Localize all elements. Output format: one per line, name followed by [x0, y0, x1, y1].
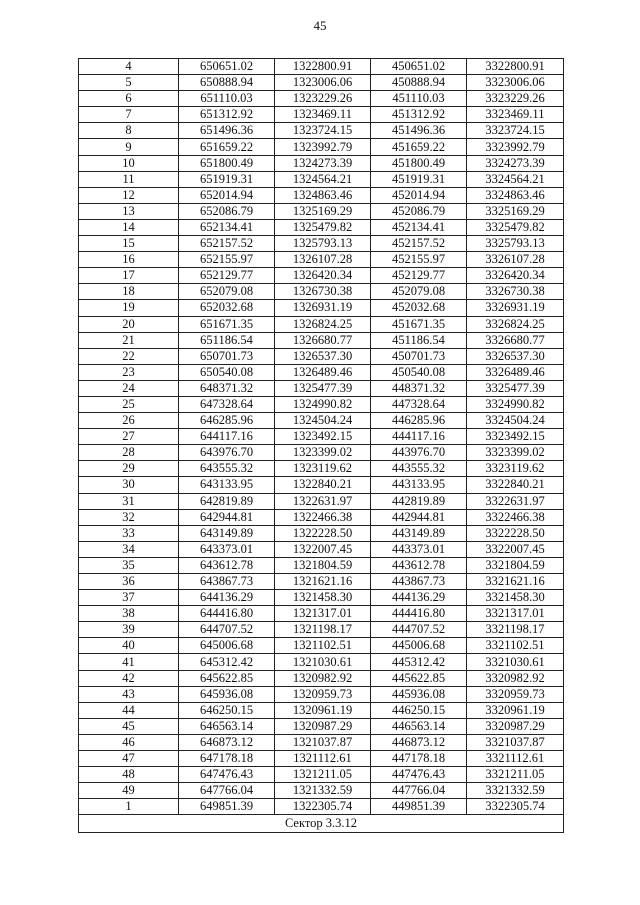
point-number-cell: 17 — [79, 268, 179, 284]
y-coordinate-cell: 1323992.79 — [275, 139, 371, 155]
y-coordinate-cell: 1320987.29 — [275, 718, 371, 734]
y-coordinate-cell: 1323119.62 — [275, 461, 371, 477]
point-number-cell: 26 — [79, 413, 179, 429]
x-coordinate-cell: 651110.03 — [179, 91, 275, 107]
x-coordinate-cell: 643867.73 — [179, 574, 275, 590]
y-local-coordinate-cell: 3321211.05 — [467, 767, 564, 783]
y-local-coordinate-cell: 3326824.25 — [467, 316, 564, 332]
y-local-coordinate-cell: 3326420.34 — [467, 268, 564, 284]
point-number-cell: 27 — [79, 429, 179, 445]
y-coordinate-cell: 1322228.50 — [275, 525, 371, 541]
y-local-coordinate-cell: 3323006.06 — [467, 75, 564, 91]
x-local-coordinate-cell: 443976.70 — [371, 445, 467, 461]
y-coordinate-cell: 1326420.34 — [275, 268, 371, 284]
table-row — [79, 541, 564, 557]
point-number-cell: 31 — [79, 493, 179, 509]
x-local-coordinate-cell: 452134.41 — [371, 219, 467, 235]
table-row — [79, 252, 564, 268]
x-coordinate-cell: 651671.35 — [179, 316, 275, 332]
y-local-coordinate-cell: 3323119.62 — [467, 461, 564, 477]
x-local-coordinate-cell: 452129.77 — [371, 268, 467, 284]
point-number-cell: 43 — [79, 686, 179, 702]
x-coordinate-cell: 651186.54 — [179, 332, 275, 348]
point-number-cell: 37 — [79, 590, 179, 606]
point-number-cell: 41 — [79, 654, 179, 670]
table-row — [79, 654, 564, 670]
y-coordinate-cell: 1326824.25 — [275, 316, 371, 332]
point-number-cell: 23 — [79, 364, 179, 380]
y-local-coordinate-cell: 3321458.30 — [467, 590, 564, 606]
point-number-cell: 28 — [79, 445, 179, 461]
point-number-cell: 45 — [79, 718, 179, 734]
table-row — [79, 686, 564, 702]
y-local-coordinate-cell: 3326931.19 — [467, 300, 564, 316]
y-coordinate-cell: 1326680.77 — [275, 332, 371, 348]
x-coordinate-cell: 650701.73 — [179, 348, 275, 364]
x-coordinate-cell: 652086.79 — [179, 203, 275, 219]
y-local-coordinate-cell: 3323492.15 — [467, 429, 564, 445]
coordinates-table-container — [78, 58, 563, 833]
y-local-coordinate-cell: 3325793.13 — [467, 236, 564, 252]
point-number-cell: 47 — [79, 751, 179, 767]
y-coordinate-cell: 1321112.61 — [275, 751, 371, 767]
y-coordinate-cell: 1322305.74 — [275, 799, 371, 815]
point-number-cell: 46 — [79, 734, 179, 750]
y-local-coordinate-cell: 3323399.02 — [467, 445, 564, 461]
y-coordinate-cell: 1322007.45 — [275, 541, 371, 557]
y-local-coordinate-cell: 3321037.87 — [467, 734, 564, 750]
x-local-coordinate-cell: 443133.95 — [371, 477, 467, 493]
x-coordinate-cell: 646563.14 — [179, 718, 275, 734]
point-number-cell: 13 — [79, 203, 179, 219]
y-local-coordinate-cell: 3320987.29 — [467, 718, 564, 734]
x-coordinate-cell: 652014.94 — [179, 187, 275, 203]
point-number-cell: 38 — [79, 606, 179, 622]
x-local-coordinate-cell: 452157.52 — [371, 236, 467, 252]
point-number-cell: 24 — [79, 380, 179, 396]
x-local-coordinate-cell: 451110.03 — [371, 91, 467, 107]
x-local-coordinate-cell: 451312.92 — [371, 107, 467, 123]
table-row — [79, 300, 564, 316]
y-local-coordinate-cell: 3323469.11 — [467, 107, 564, 123]
x-coordinate-cell: 648371.32 — [179, 380, 275, 396]
point-number-cell: 36 — [79, 574, 179, 590]
table-row — [79, 139, 564, 155]
table-row — [79, 702, 564, 718]
x-coordinate-cell: 643612.78 — [179, 557, 275, 573]
x-local-coordinate-cell: 443867.73 — [371, 574, 467, 590]
y-local-coordinate-cell: 3320959.73 — [467, 686, 564, 702]
y-coordinate-cell: 1326537.30 — [275, 348, 371, 364]
y-local-coordinate-cell: 3326489.46 — [467, 364, 564, 380]
y-local-coordinate-cell: 3321102.51 — [467, 638, 564, 654]
y-coordinate-cell: 1321211.05 — [275, 767, 371, 783]
y-coordinate-cell: 1323399.02 — [275, 445, 371, 461]
table-row — [79, 557, 564, 573]
x-coordinate-cell: 651312.92 — [179, 107, 275, 123]
x-coordinate-cell: 645006.68 — [179, 638, 275, 654]
point-number-cell: 19 — [79, 300, 179, 316]
x-local-coordinate-cell: 443612.78 — [371, 557, 467, 573]
table-row — [79, 171, 564, 187]
point-number-cell: 16 — [79, 252, 179, 268]
y-coordinate-cell: 1322466.38 — [275, 509, 371, 525]
y-local-coordinate-cell: 3321317.01 — [467, 606, 564, 622]
point-number-cell: 42 — [79, 670, 179, 686]
x-coordinate-cell: 651496.36 — [179, 123, 275, 139]
x-coordinate-cell: 649851.39 — [179, 799, 275, 815]
y-local-coordinate-cell: 3321804.59 — [467, 557, 564, 573]
point-number-cell: 12 — [79, 187, 179, 203]
point-number-cell: 39 — [79, 622, 179, 638]
x-local-coordinate-cell: 451800.49 — [371, 155, 467, 171]
point-number-cell: 5 — [79, 75, 179, 91]
y-coordinate-cell: 1321332.59 — [275, 783, 371, 799]
table-row — [79, 509, 564, 525]
y-coordinate-cell: 1326931.19 — [275, 300, 371, 316]
y-coordinate-cell: 1323469.11 — [275, 107, 371, 123]
x-local-coordinate-cell: 447328.64 — [371, 396, 467, 412]
table-row — [79, 203, 564, 219]
y-coordinate-cell: 1320959.73 — [275, 686, 371, 702]
y-coordinate-cell: 1323724.15 — [275, 123, 371, 139]
y-coordinate-cell: 1324990.82 — [275, 396, 371, 412]
x-local-coordinate-cell: 445312.42 — [371, 654, 467, 670]
x-coordinate-cell: 644416.80 — [179, 606, 275, 622]
y-coordinate-cell: 1323229.26 — [275, 91, 371, 107]
table-row — [79, 348, 564, 364]
x-coordinate-cell: 651659.22 — [179, 139, 275, 155]
point-number-cell: 6 — [79, 91, 179, 107]
x-local-coordinate-cell: 448371.32 — [371, 380, 467, 396]
y-coordinate-cell: 1321037.87 — [275, 734, 371, 750]
y-local-coordinate-cell: 3323229.26 — [467, 91, 564, 107]
table-row — [79, 75, 564, 91]
x-local-coordinate-cell: 446250.15 — [371, 702, 467, 718]
table-row — [79, 59, 564, 75]
y-local-coordinate-cell: 3326680.77 — [467, 332, 564, 348]
point-number-cell: 34 — [79, 541, 179, 557]
table-row — [79, 574, 564, 590]
y-coordinate-cell: 1322631.97 — [275, 493, 371, 509]
x-local-coordinate-cell: 443555.32 — [371, 461, 467, 477]
x-local-coordinate-cell: 452032.68 — [371, 300, 467, 316]
y-coordinate-cell: 1324273.39 — [275, 155, 371, 171]
x-local-coordinate-cell: 447476.43 — [371, 767, 467, 783]
x-coordinate-cell: 643555.32 — [179, 461, 275, 477]
x-coordinate-cell: 642944.81 — [179, 509, 275, 525]
y-local-coordinate-cell: 3324504.24 — [467, 413, 564, 429]
x-local-coordinate-cell: 451659.22 — [371, 139, 467, 155]
table-row — [79, 380, 564, 396]
x-coordinate-cell: 645936.08 — [179, 686, 275, 702]
y-coordinate-cell: 1324504.24 — [275, 413, 371, 429]
section-caption: Сектор 3.3.12 — [79, 815, 564, 833]
y-coordinate-cell: 1326107.28 — [275, 252, 371, 268]
point-number-cell: 11 — [79, 171, 179, 187]
point-number-cell: 44 — [79, 702, 179, 718]
x-local-coordinate-cell: 443373.01 — [371, 541, 467, 557]
point-number-cell: 25 — [79, 396, 179, 412]
x-local-coordinate-cell: 444136.29 — [371, 590, 467, 606]
x-coordinate-cell: 643149.89 — [179, 525, 275, 541]
x-local-coordinate-cell: 447766.04 — [371, 783, 467, 799]
x-coordinate-cell: 650888.94 — [179, 75, 275, 91]
y-local-coordinate-cell: 3326537.30 — [467, 348, 564, 364]
table-row — [79, 734, 564, 750]
table-row — [79, 219, 564, 235]
y-local-coordinate-cell: 3324863.46 — [467, 187, 564, 203]
x-local-coordinate-cell: 451186.54 — [371, 332, 467, 348]
table-row — [79, 284, 564, 300]
x-local-coordinate-cell: 450540.08 — [371, 364, 467, 380]
point-number-cell: 1 — [79, 799, 179, 815]
y-local-coordinate-cell: 3326730.38 — [467, 284, 564, 300]
point-number-cell: 20 — [79, 316, 179, 332]
table-row — [79, 718, 564, 734]
x-coordinate-cell: 652129.77 — [179, 268, 275, 284]
x-local-coordinate-cell: 445622.85 — [371, 670, 467, 686]
y-coordinate-cell: 1325479.82 — [275, 219, 371, 235]
table-row — [79, 413, 564, 429]
x-coordinate-cell: 647178.18 — [179, 751, 275, 767]
x-coordinate-cell: 652155.97 — [179, 252, 275, 268]
y-coordinate-cell: 1323492.15 — [275, 429, 371, 445]
x-local-coordinate-cell: 451496.36 — [371, 123, 467, 139]
x-local-coordinate-cell: 452155.97 — [371, 252, 467, 268]
x-coordinate-cell: 645622.85 — [179, 670, 275, 686]
y-coordinate-cell: 1320961.19 — [275, 702, 371, 718]
y-local-coordinate-cell: 3322631.97 — [467, 493, 564, 509]
point-number-cell: 29 — [79, 461, 179, 477]
table-row — [79, 123, 564, 139]
x-local-coordinate-cell: 452079.08 — [371, 284, 467, 300]
x-coordinate-cell: 651800.49 — [179, 155, 275, 171]
table-row — [79, 396, 564, 412]
y-coordinate-cell: 1321102.51 — [275, 638, 371, 654]
point-number-cell: 22 — [79, 348, 179, 364]
point-number-cell: 48 — [79, 767, 179, 783]
table-row — [79, 590, 564, 606]
x-coordinate-cell: 647328.64 — [179, 396, 275, 412]
y-coordinate-cell: 1322840.21 — [275, 477, 371, 493]
y-local-coordinate-cell: 3325169.29 — [467, 203, 564, 219]
x-coordinate-cell: 650540.08 — [179, 364, 275, 380]
table-row — [79, 670, 564, 686]
x-coordinate-cell: 646873.12 — [179, 734, 275, 750]
y-local-coordinate-cell: 3325479.82 — [467, 219, 564, 235]
y-coordinate-cell: 1320982.92 — [275, 670, 371, 686]
y-local-coordinate-cell: 3321112.61 — [467, 751, 564, 767]
x-coordinate-cell: 650651.02 — [179, 59, 275, 75]
y-local-coordinate-cell: 3322466.38 — [467, 509, 564, 525]
y-local-coordinate-cell: 3322007.45 — [467, 541, 564, 557]
y-local-coordinate-cell: 3322840.21 — [467, 477, 564, 493]
y-coordinate-cell: 1321030.61 — [275, 654, 371, 670]
x-coordinate-cell: 647476.43 — [179, 767, 275, 783]
x-coordinate-cell: 652032.68 — [179, 300, 275, 316]
x-local-coordinate-cell: 450651.02 — [371, 59, 467, 75]
point-number-cell: 35 — [79, 557, 179, 573]
y-local-coordinate-cell: 3320961.19 — [467, 702, 564, 718]
point-number-cell: 33 — [79, 525, 179, 541]
point-number-cell: 8 — [79, 123, 179, 139]
x-local-coordinate-cell: 446563.14 — [371, 718, 467, 734]
x-local-coordinate-cell: 442944.81 — [371, 509, 467, 525]
y-coordinate-cell: 1321621.16 — [275, 574, 371, 590]
table-row — [79, 751, 564, 767]
x-local-coordinate-cell: 444117.16 — [371, 429, 467, 445]
x-local-coordinate-cell: 444416.80 — [371, 606, 467, 622]
table-row — [79, 332, 564, 348]
x-coordinate-cell: 643373.01 — [179, 541, 275, 557]
x-local-coordinate-cell: 446873.12 — [371, 734, 467, 750]
point-number-cell: 32 — [79, 509, 179, 525]
table-row — [79, 91, 564, 107]
x-coordinate-cell: 652134.41 — [179, 219, 275, 235]
x-coordinate-cell: 644136.29 — [179, 590, 275, 606]
y-coordinate-cell: 1326489.46 — [275, 364, 371, 380]
y-coordinate-cell: 1321458.30 — [275, 590, 371, 606]
y-local-coordinate-cell: 3321332.59 — [467, 783, 564, 799]
x-coordinate-cell: 643976.70 — [179, 445, 275, 461]
y-coordinate-cell: 1325793.13 — [275, 236, 371, 252]
y-coordinate-cell: 1324863.46 — [275, 187, 371, 203]
x-local-coordinate-cell: 447178.18 — [371, 751, 467, 767]
y-coordinate-cell: 1321317.01 — [275, 606, 371, 622]
x-coordinate-cell: 644117.16 — [179, 429, 275, 445]
x-local-coordinate-cell: 443149.89 — [371, 525, 467, 541]
coordinates-table-body — [79, 59, 564, 833]
y-coordinate-cell: 1325169.29 — [275, 203, 371, 219]
y-local-coordinate-cell: 3324273.39 — [467, 155, 564, 171]
y-local-coordinate-cell: 3324990.82 — [467, 396, 564, 412]
y-local-coordinate-cell: 3322800.91 — [467, 59, 564, 75]
point-number-cell: 7 — [79, 107, 179, 123]
coordinates-table — [78, 58, 564, 833]
y-local-coordinate-cell: 3320982.92 — [467, 670, 564, 686]
table-row — [79, 638, 564, 654]
x-local-coordinate-cell: 449851.39 — [371, 799, 467, 815]
table-row — [79, 461, 564, 477]
x-local-coordinate-cell: 444707.52 — [371, 622, 467, 638]
table-row — [79, 525, 564, 541]
point-number-cell: 15 — [79, 236, 179, 252]
point-number-cell: 10 — [79, 155, 179, 171]
point-number-cell: 14 — [79, 219, 179, 235]
point-number-cell: 21 — [79, 332, 179, 348]
table-row — [79, 622, 564, 638]
y-coordinate-cell: 1326730.38 — [275, 284, 371, 300]
point-number-cell: 40 — [79, 638, 179, 654]
x-coordinate-cell: 647766.04 — [179, 783, 275, 799]
point-number-cell: 4 — [79, 59, 179, 75]
x-local-coordinate-cell: 452014.94 — [371, 187, 467, 203]
table-row — [79, 429, 564, 445]
y-coordinate-cell: 1323006.06 — [275, 75, 371, 91]
y-local-coordinate-cell: 3324564.21 — [467, 171, 564, 187]
y-local-coordinate-cell: 3325477.39 — [467, 380, 564, 396]
y-coordinate-cell: 1325477.39 — [275, 380, 371, 396]
table-row — [79, 606, 564, 622]
table-row — [79, 268, 564, 284]
x-local-coordinate-cell: 445006.68 — [371, 638, 467, 654]
table-row — [79, 477, 564, 493]
y-local-coordinate-cell: 3321621.16 — [467, 574, 564, 590]
y-local-coordinate-cell: 3322305.74 — [467, 799, 564, 815]
x-coordinate-cell: 651919.31 — [179, 171, 275, 187]
x-local-coordinate-cell: 450701.73 — [371, 348, 467, 364]
point-number-cell: 18 — [79, 284, 179, 300]
table-row — [79, 767, 564, 783]
x-coordinate-cell: 645312.42 — [179, 654, 275, 670]
x-coordinate-cell: 646285.96 — [179, 413, 275, 429]
table-row — [79, 799, 564, 815]
table-row — [79, 493, 564, 509]
y-local-coordinate-cell: 3326107.28 — [467, 252, 564, 268]
table-row — [79, 236, 564, 252]
table-row — [79, 316, 564, 332]
x-coordinate-cell: 652079.08 — [179, 284, 275, 300]
y-coordinate-cell: 1321804.59 — [275, 557, 371, 573]
x-local-coordinate-cell: 451919.31 — [371, 171, 467, 187]
table-row — [79, 445, 564, 461]
page-number: 45 — [313, 18, 327, 33]
table-row — [79, 107, 564, 123]
y-local-coordinate-cell: 3321198.17 — [467, 622, 564, 638]
point-number-cell: 49 — [79, 783, 179, 799]
x-local-coordinate-cell: 451671.35 — [371, 316, 467, 332]
x-coordinate-cell: 643133.95 — [179, 477, 275, 493]
x-local-coordinate-cell: 450888.94 — [371, 75, 467, 91]
section-caption-row — [79, 815, 564, 833]
y-local-coordinate-cell: 3323724.15 — [467, 123, 564, 139]
table-row — [79, 187, 564, 203]
y-local-coordinate-cell: 3322228.50 — [467, 525, 564, 541]
y-coordinate-cell: 1324564.21 — [275, 171, 371, 187]
table-row — [79, 155, 564, 171]
x-coordinate-cell: 642819.89 — [179, 493, 275, 509]
x-coordinate-cell: 646250.15 — [179, 702, 275, 718]
x-coordinate-cell: 644707.52 — [179, 622, 275, 638]
x-local-coordinate-cell: 445936.08 — [371, 686, 467, 702]
y-coordinate-cell: 1321198.17 — [275, 622, 371, 638]
y-local-coordinate-cell: 3323992.79 — [467, 139, 564, 155]
table-row — [79, 783, 564, 799]
point-number-cell: 9 — [79, 139, 179, 155]
x-coordinate-cell: 652157.52 — [179, 236, 275, 252]
x-local-coordinate-cell: 452086.79 — [371, 203, 467, 219]
y-coordinate-cell: 1322800.91 — [275, 59, 371, 75]
y-local-coordinate-cell: 3321030.61 — [467, 654, 564, 670]
x-local-coordinate-cell: 446285.96 — [371, 413, 467, 429]
point-number-cell: 30 — [79, 477, 179, 493]
table-row — [79, 364, 564, 380]
x-local-coordinate-cell: 442819.89 — [371, 493, 467, 509]
